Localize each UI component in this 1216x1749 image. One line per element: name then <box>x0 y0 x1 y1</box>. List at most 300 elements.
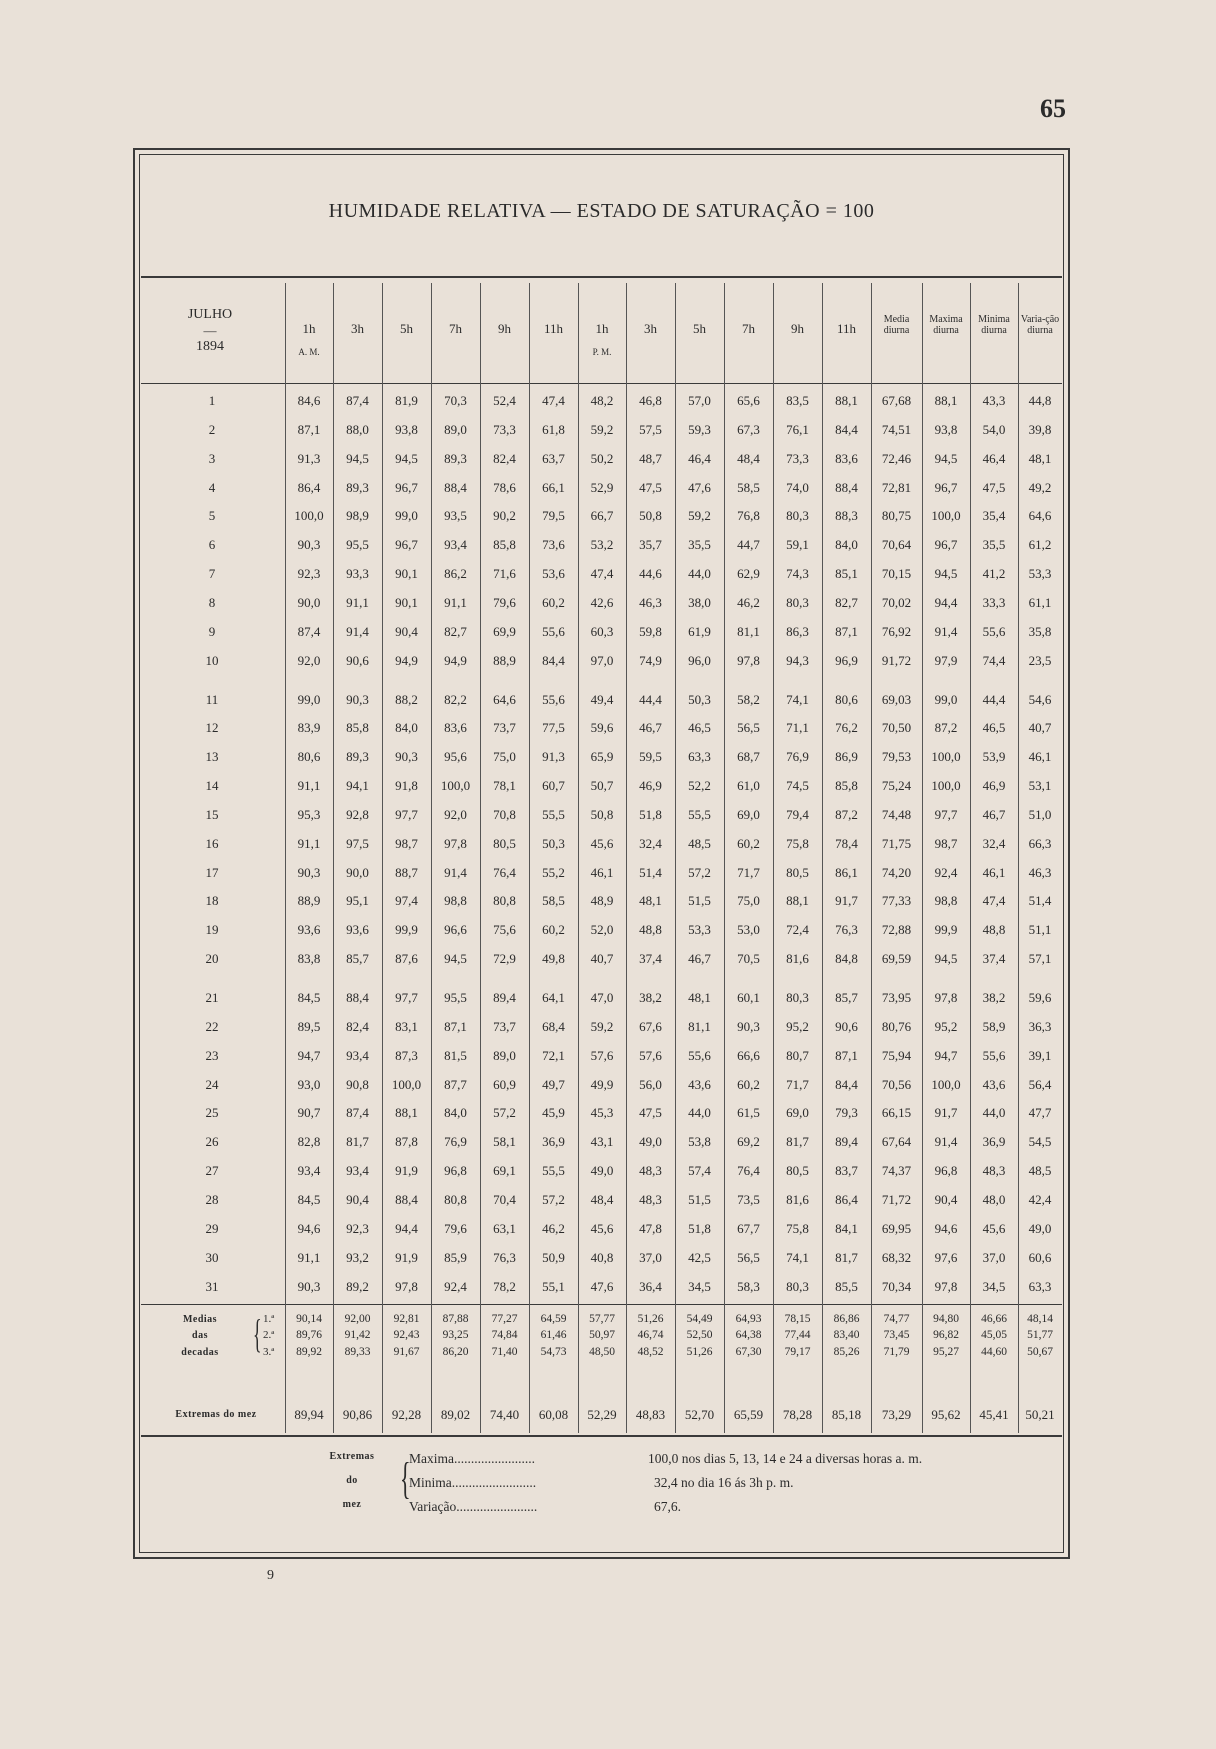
table-cell: 53,2 <box>590 537 614 552</box>
table-cell: 79,53 <box>881 749 912 764</box>
table-cell: 84,5 <box>297 1192 321 1207</box>
table-cell: 48,5 <box>688 836 711 851</box>
table-cell: 94,5 <box>444 951 467 966</box>
table-cell: 90,6 <box>835 1019 858 1034</box>
table-cell: 88,0 <box>346 422 369 437</box>
table-cell: 96,7 <box>934 480 958 495</box>
table-cell: 92,4 <box>444 1279 467 1294</box>
extremas-row-label: Extremas do mez <box>175 1409 257 1420</box>
table-cell: 66,7 <box>590 508 614 523</box>
table-cell: 43,6 <box>688 1077 711 1092</box>
table-cell: 55,6 <box>982 1048 1006 1063</box>
table-cell: 90,4 <box>346 1192 369 1207</box>
table-cell: 88,2 <box>395 692 418 707</box>
table-cell: 82,2 <box>444 692 467 707</box>
table-cell: 88,9 <box>493 653 516 668</box>
table-cell: 46,2 <box>542 1221 565 1236</box>
table-cell: 79,4 <box>786 807 809 822</box>
decade-mean-cell: 87,88 <box>442 1313 469 1325</box>
decade-mean-cell: 91,42 <box>344 1329 371 1341</box>
column-header: 11h <box>836 321 857 336</box>
table-cell: 60,2 <box>737 836 760 851</box>
table-cell: 84,0 <box>395 720 418 735</box>
decade-mean-cell: 48,14 <box>1027 1313 1053 1325</box>
table-cell: 70,5 <box>737 951 760 966</box>
table-cell: 85,5 <box>835 1279 858 1294</box>
am-label: A. M. <box>298 347 320 357</box>
decade-mean-cell: 83,40 <box>833 1329 860 1341</box>
table-cell: 94,5 <box>395 451 418 466</box>
table-cell: 57,6 <box>590 1048 614 1063</box>
table-cell: 95,3 <box>297 807 321 822</box>
table-cell: 60,3 <box>590 624 614 639</box>
table-cell: 98,7 <box>395 836 418 851</box>
table-cell: 70,64 <box>881 537 912 552</box>
decade-mean-cell: 92,43 <box>393 1329 420 1341</box>
table-cell: 93,4 <box>297 1163 321 1178</box>
table-cell: 75,8 <box>786 836 809 851</box>
day-number: 11 <box>205 692 219 707</box>
table-cell: 46,5 <box>982 720 1006 735</box>
decade-ordinal: 2.ª <box>263 1329 275 1341</box>
table-cell: 89,4 <box>493 990 516 1005</box>
decade-mean-cell: 51,26 <box>686 1346 713 1358</box>
table-cell: 57,6 <box>639 1048 662 1063</box>
table-cell: 55,1 <box>542 1279 565 1294</box>
table-cell: 97,4 <box>395 893 418 908</box>
table-cell: 96,8 <box>934 1163 958 1178</box>
decade-mean-cell: 89,76 <box>296 1329 322 1341</box>
table-cell: 81,9 <box>395 393 418 408</box>
table-cell: 74,1 <box>786 1250 809 1265</box>
table-cell: 97,7 <box>934 807 958 822</box>
table-cell: 58,2 <box>737 692 760 707</box>
table-cell: 48,3 <box>639 1192 662 1207</box>
table-cell: 48,8 <box>639 922 662 937</box>
table-cell: 68,32 <box>881 1250 912 1265</box>
table-cell: 55,2 <box>542 865 565 880</box>
table-cell: 91,72 <box>881 653 912 668</box>
table-cell: 94,9 <box>444 653 467 668</box>
table-cell: 56,5 <box>737 1250 760 1265</box>
table-cell: 43,3 <box>982 393 1006 408</box>
table-cell: 92,8 <box>346 807 369 822</box>
month-dash: — <box>203 323 217 338</box>
table-cell: 87,4 <box>346 1105 369 1120</box>
table-cell: 46,7 <box>982 807 1006 822</box>
table-cell: 79,6 <box>444 1221 467 1236</box>
table-cell: 81,1 <box>688 1019 711 1034</box>
table-cell: 75,24 <box>881 778 912 793</box>
day-number: 24 <box>205 1077 219 1092</box>
table-cell: 61,5 <box>737 1105 760 1120</box>
table-cell: 76,92 <box>881 624 912 639</box>
table-cell: 53,3 <box>688 922 711 937</box>
table-cell: 93,0 <box>297 1077 321 1092</box>
decade-mean-cell: 48,52 <box>637 1346 664 1358</box>
table-cell: 56,0 <box>639 1077 662 1092</box>
table-cell: 53,3 <box>1028 566 1052 581</box>
decade-mean-cell: 92,00 <box>344 1313 371 1325</box>
table-cell: 50,8 <box>639 508 662 523</box>
table-cell: 91,8 <box>395 778 418 793</box>
table-cell: 67,64 <box>881 1134 912 1149</box>
table-cell: 50,8 <box>590 807 614 822</box>
table-cell: 76,1 <box>786 422 809 437</box>
table-cell: 64,1 <box>542 990 565 1005</box>
table-cell: 74,4 <box>982 653 1006 668</box>
table-cell: 79,6 <box>493 595 516 610</box>
table-cell: 35,8 <box>1028 624 1052 639</box>
table-cell: 44,4 <box>982 692 1006 707</box>
title-divider <box>141 276 1062 278</box>
table-cell: 85,1 <box>835 566 858 581</box>
decade-mean-cell: 94,80 <box>933 1313 959 1325</box>
day-number: 6 <box>208 537 216 552</box>
table-cell: 48,1 <box>1028 451 1052 466</box>
table-cell: 44,4 <box>639 692 662 707</box>
table-cell: 47,5 <box>982 480 1006 495</box>
table-cell: 97,8 <box>444 836 467 851</box>
decade-mean-cell: 64,93 <box>735 1313 762 1325</box>
table-cell: 85,9 <box>444 1250 467 1265</box>
table-cell: 83,6 <box>444 720 467 735</box>
table-cell: 89,2 <box>346 1279 369 1294</box>
table-cell: 46,1 <box>982 865 1006 880</box>
table-cell: 54,5 <box>1028 1134 1052 1149</box>
decade-mean-cell: 50,97 <box>589 1329 615 1341</box>
decade-mean-cell: 71,40 <box>491 1346 518 1358</box>
table-cell: 94,6 <box>297 1221 321 1236</box>
table-cell: 81,7 <box>835 1250 858 1265</box>
table-cell: 38,0 <box>688 595 711 610</box>
table-cell: 90,3 <box>346 692 369 707</box>
table-cell: 69,95 <box>881 1221 912 1236</box>
medias-label: decadas <box>181 1347 219 1358</box>
table-cell: 99,0 <box>934 692 958 707</box>
footer-maxima: Maxima........................ <box>409 1451 535 1466</box>
table-cell: 80,7 <box>786 1048 809 1063</box>
table-cell: 48,7 <box>639 451 662 466</box>
table-cell: 60,6 <box>1028 1250 1052 1265</box>
table-cell: 78,6 <box>493 480 516 495</box>
column-header: 9h <box>498 321 511 336</box>
table-cell: 74,20 <box>881 865 912 880</box>
table-cell: 87,8 <box>395 1134 418 1149</box>
footer-maxima-text: 100,0 nos dias 5, 13, 14 e 24 a diversas horas a. m. <box>648 1451 923 1466</box>
table-cell: 49,4 <box>590 692 614 707</box>
table-cell: 45,6 <box>590 1221 614 1236</box>
decade-mean-cell: 51,26 <box>637 1313 664 1325</box>
decade-mean-cell: 52,50 <box>686 1329 713 1341</box>
decade-mean-cell: 89,92 <box>296 1346 322 1358</box>
table-cell: 42,4 <box>1028 1192 1052 1207</box>
table-cell: 46,4 <box>688 451 711 466</box>
table-cell: 84,4 <box>835 1077 858 1092</box>
table-cell: 90,0 <box>346 865 369 880</box>
table-cell: 92,3 <box>346 1221 369 1236</box>
table-cell: 88,3 <box>835 508 858 523</box>
table-cell: 40,7 <box>1028 720 1052 735</box>
table-cell: 72,9 <box>493 951 516 966</box>
medias-label: Medias <box>182 1314 218 1325</box>
table-cell: 97,7 <box>395 807 418 822</box>
table-cell: 72,88 <box>881 922 912 937</box>
extremas-cell: 89,94 <box>294 1407 324 1422</box>
table-cell: 97,8 <box>737 653 760 668</box>
table-cell: 23,5 <box>1028 653 1052 668</box>
table-cell: 97,8 <box>934 990 958 1005</box>
table-cell: 85,8 <box>493 537 516 552</box>
table-cell: 80,75 <box>881 508 912 523</box>
table-cell: 88,4 <box>444 480 467 495</box>
table-cell: 48,4 <box>737 451 760 466</box>
table-cell: 79,5 <box>542 508 565 523</box>
table-cell: 74,3 <box>786 566 809 581</box>
table-cell: 36,4 <box>639 1279 662 1294</box>
table-cell: 60,2 <box>542 922 565 937</box>
table-cell: 93,5 <box>444 508 467 523</box>
day-number: 12 <box>205 720 219 735</box>
table-cell: 73,6 <box>542 537 565 552</box>
table-cell: 60,2 <box>542 595 565 610</box>
table-cell: 34,5 <box>688 1279 711 1294</box>
table-cell: 87,7 <box>444 1077 467 1092</box>
day-number: 25 <box>205 1105 219 1120</box>
table-cell: 47,5 <box>639 480 662 495</box>
table-cell: 93,8 <box>395 422 418 437</box>
table-cell: 90,6 <box>346 653 369 668</box>
footer-number: 9 <box>267 1568 274 1583</box>
table-cell: 65,9 <box>590 749 614 764</box>
table-cell: 59,6 <box>590 720 614 735</box>
table-cell: 48,4 <box>590 1192 614 1207</box>
table-cell: 73,7 <box>493 1019 516 1034</box>
table-cell: 87,1 <box>835 1048 858 1063</box>
table-cell: 91,3 <box>542 749 565 764</box>
table-cell: 71,75 <box>881 836 912 851</box>
day-number: 10 <box>205 653 219 668</box>
table-cell: 87,6 <box>395 951 418 966</box>
table-cell: 53,0 <box>737 922 760 937</box>
medias-brace: { <box>253 1311 262 1356</box>
table-cell: 71,7 <box>786 1077 809 1092</box>
table-cell: 80,8 <box>444 1192 467 1207</box>
table-cell: 47,5 <box>639 1105 662 1120</box>
table-cell: 65,6 <box>737 393 760 408</box>
table-cell: 69,03 <box>881 692 912 707</box>
table-cell: 91,7 <box>835 893 858 908</box>
table-cell: 51,8 <box>639 807 662 822</box>
table-cell: 85,7 <box>835 990 858 1005</box>
table-cell: 80,3 <box>786 1279 809 1294</box>
decade-mean-cell: 48,50 <box>589 1346 615 1358</box>
extremas-cell: 90,86 <box>342 1407 373 1422</box>
table-cell: 45,6 <box>590 836 614 851</box>
table-cell: 41,2 <box>982 566 1006 581</box>
table-cell: 48,9 <box>590 893 614 908</box>
table-cell: 44,0 <box>982 1105 1006 1120</box>
extremas-cell: 74,40 <box>489 1407 520 1422</box>
decade-mean-cell: 44,60 <box>981 1346 1007 1358</box>
table-cell: 91,9 <box>395 1163 418 1178</box>
table-cell: 63,7 <box>542 451 565 466</box>
year-label: 1894 <box>196 339 224 354</box>
column-header: 7h <box>742 321 755 336</box>
day-number: 18 <box>205 893 219 908</box>
table-cell: 85,8 <box>346 720 369 735</box>
table-cell: 50,9 <box>542 1250 565 1265</box>
table-cell: 82,8 <box>297 1134 321 1149</box>
table-cell: 87,2 <box>934 720 958 735</box>
table-cell: 96,9 <box>835 653 858 668</box>
decade-mean-cell: 89,33 <box>344 1346 371 1358</box>
table-cell: 73,5 <box>737 1192 760 1207</box>
table-cell: 94,5 <box>934 951 958 966</box>
table-cell: 66,3 <box>1028 836 1052 851</box>
table-cell: 90,1 <box>395 595 418 610</box>
table-cell: 90,3 <box>297 537 321 552</box>
table-cell: 71,72 <box>881 1192 912 1207</box>
table-cell: 57,0 <box>688 393 711 408</box>
table-cell: 90,0 <box>297 595 321 610</box>
table-cell: 55,5 <box>542 1163 565 1178</box>
column-header: 1h <box>595 321 609 336</box>
table-cell: 74,51 <box>881 422 912 437</box>
table-cell: 61,0 <box>737 778 760 793</box>
table-cell: 79,3 <box>835 1105 858 1120</box>
table-cell: 80,6 <box>835 692 858 707</box>
table-cell: 75,94 <box>881 1048 912 1063</box>
table-cell: 84,5 <box>297 990 321 1005</box>
table-cell: 76,3 <box>835 922 858 937</box>
table-cell: 82,7 <box>444 624 467 639</box>
table-cell: 46,1 <box>590 865 614 880</box>
decade-ordinal: 3.ª <box>263 1346 275 1358</box>
table-cell: 71,1 <box>786 720 809 735</box>
table-cell: 81,6 <box>786 1192 809 1207</box>
table-cell: 55,5 <box>542 807 565 822</box>
table-cell: 56,4 <box>1028 1077 1052 1092</box>
decade-ordinal: 1.ª <box>263 1313 275 1325</box>
table-cell: 82,4 <box>346 1019 369 1034</box>
extremas-cell: 60,08 <box>538 1407 569 1422</box>
table-cell: 52,9 <box>590 480 614 495</box>
table-cell: 46,3 <box>639 595 662 610</box>
table-cell: 74,48 <box>881 807 912 822</box>
table-cell: 94,1 <box>346 778 369 793</box>
decade-mean-cell: 86,20 <box>442 1346 469 1358</box>
table-cell: 58,3 <box>737 1279 760 1294</box>
table-cell: 78,2 <box>493 1279 516 1294</box>
day-number: 14 <box>205 778 219 793</box>
table-cell: 86,3 <box>786 624 809 639</box>
header-divider <box>141 383 1062 384</box>
table-cell: 97,7 <box>395 990 418 1005</box>
table-cell: 59,5 <box>639 749 662 764</box>
table-cell: 53,1 <box>1028 778 1052 793</box>
table-cell: 40,7 <box>590 951 614 966</box>
table-cell: 76,4 <box>493 865 516 880</box>
table-cell: 76,9 <box>444 1134 467 1149</box>
day-number: 1 <box>208 393 216 408</box>
table-cell: 91,4 <box>934 1134 958 1149</box>
day-number: 22 <box>205 1019 219 1034</box>
decade-mean-cell: 96,82 <box>933 1329 959 1341</box>
table-cell: 45,3 <box>590 1105 614 1120</box>
day-number: 13 <box>205 749 219 764</box>
column-header: 11h <box>543 321 564 336</box>
day-number: 2 <box>208 422 216 437</box>
extremas-cell: 52,29 <box>587 1407 617 1422</box>
footer-label-2: do <box>346 1475 358 1486</box>
table-cell: 90,4 <box>395 624 418 639</box>
column-header: 3h <box>351 321 364 336</box>
day-number: 5 <box>208 508 216 523</box>
table-cell: 58,9 <box>982 1019 1006 1034</box>
day-number: 29 <box>205 1221 219 1236</box>
table-cell: 75,0 <box>493 749 516 764</box>
footer-brace: { <box>400 1454 411 1503</box>
table-cell: 78,4 <box>835 836 858 851</box>
table-cell: 47,4 <box>982 893 1006 908</box>
table-cell: 100,0 <box>931 778 961 793</box>
decade-mean-cell: 51,77 <box>1027 1329 1053 1341</box>
decade-mean-cell: 77,44 <box>784 1329 811 1341</box>
table-cell: 88,4 <box>395 1192 418 1207</box>
table-cell: 53,8 <box>688 1134 711 1149</box>
table-cell: 94,5 <box>346 451 369 466</box>
table-cell: 59,6 <box>1028 990 1052 1005</box>
column-header: Varia-ção diurna <box>1020 314 1060 336</box>
table-cell: 81,7 <box>786 1134 809 1149</box>
decade-mean-cell: 79,17 <box>784 1346 811 1358</box>
table-cell: 50,3 <box>688 692 711 707</box>
decade-mean-cell: 74,77 <box>883 1313 910 1325</box>
table-cell: 50,7 <box>590 778 614 793</box>
extremas-cell: 95,62 <box>931 1407 961 1422</box>
decade-mean-cell: 85,26 <box>833 1346 860 1358</box>
table-cell: 91,4 <box>934 624 958 639</box>
table-cell: 80,3 <box>786 595 809 610</box>
table-cell: 86,1 <box>835 865 858 880</box>
extremas-cell: 92,28 <box>391 1407 422 1422</box>
decade-mean-cell: 50,67 <box>1027 1346 1053 1358</box>
table-cell: 69,2 <box>737 1134 760 1149</box>
table-cell: 60,7 <box>542 778 565 793</box>
table-cell: 76,4 <box>737 1163 760 1178</box>
table-cell: 44,0 <box>688 566 711 581</box>
table-cell: 70,4 <box>493 1192 516 1207</box>
table-cell: 80,3 <box>786 508 809 523</box>
table-cell: 55,6 <box>982 624 1006 639</box>
table-cell: 51,1 <box>1028 922 1052 937</box>
decade-mean-cell: 74,84 <box>491 1329 518 1341</box>
table-cell: 88,4 <box>346 990 369 1005</box>
table-cell: 48,3 <box>639 1163 662 1178</box>
table-cell: 48,1 <box>639 893 662 908</box>
day-number: 8 <box>208 595 216 610</box>
footer-label-1: Extremas <box>329 1451 375 1462</box>
day-number: 30 <box>205 1250 219 1265</box>
table-cell: 90,3 <box>297 1279 321 1294</box>
decade-mean-cell: 46,74 <box>637 1329 664 1341</box>
extremas-cell: 65,59 <box>733 1407 764 1422</box>
table-cell: 36,3 <box>1028 1019 1052 1034</box>
day-number: 4 <box>208 480 216 495</box>
column-header: 9h <box>791 321 804 336</box>
day-number: 3 <box>208 451 216 466</box>
